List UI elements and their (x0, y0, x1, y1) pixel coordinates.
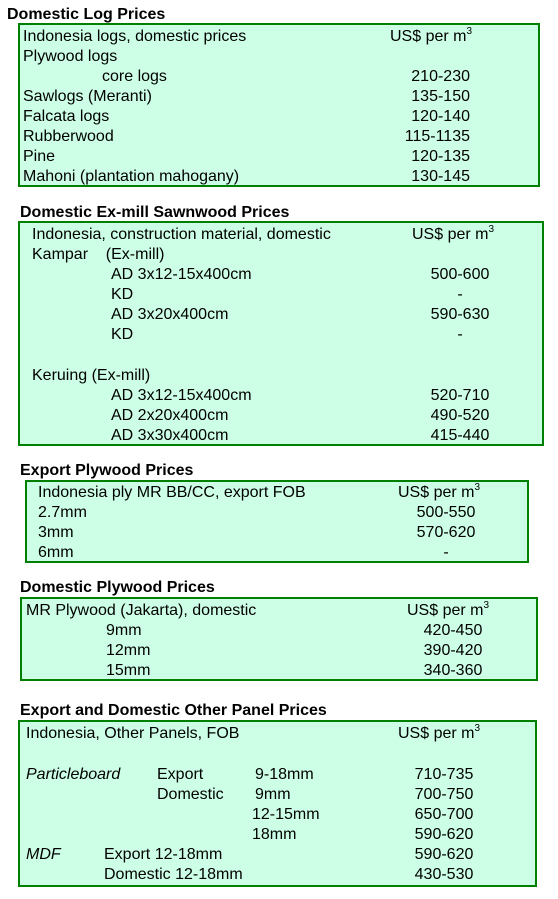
domestic-plywood-prices-table (20, 597, 538, 681)
row-value: 590-630 (430, 306, 490, 323)
row-value: 420-450 (423, 622, 483, 639)
row-value: 210-230 (411, 68, 470, 85)
row-label: Sawlogs (Meranti) (23, 88, 152, 105)
row-label: AD 3x12-15x400cm (111, 266, 252, 283)
row-value: 500-600 (430, 266, 490, 283)
row-value: 130-145 (411, 168, 470, 185)
table-header-label: Indonesia, Other Panels, FOB (26, 725, 240, 742)
row-size: 18mm (252, 826, 297, 843)
row-value: 590-620 (414, 846, 474, 863)
row-value: - (457, 326, 463, 343)
sawnwood-prices-table (18, 221, 544, 446)
row-value: 650-700 (414, 806, 474, 823)
row-value: 500-550 (416, 504, 476, 521)
row-value: 590-620 (414, 826, 474, 843)
row-value: 710-735 (414, 766, 474, 783)
row-label: KD (111, 326, 134, 343)
row-label: AD 3x30x400cm (111, 427, 229, 444)
section-title-domestic-plywood-prices: Domestic Plywood Prices (20, 579, 215, 596)
row-label: Pine (23, 148, 56, 165)
section-title-other-panel-prices: Export and Domestic Other Panel Prices (20, 702, 327, 719)
row-value: 490-520 (430, 407, 490, 424)
species-label-keruing: Keruing (Ex-mill) (32, 367, 151, 384)
row-value: 415-440 (430, 427, 490, 444)
row-label: Domestic 12-18mm (104, 866, 243, 883)
row-value: 115-1135 (404, 128, 470, 145)
row-value: - (443, 544, 449, 561)
market-label-export: Export (157, 766, 204, 783)
unit-header: US$ per $m^3$ (412, 224, 495, 243)
row-label: Mahoni (plantation mahogany) (23, 168, 240, 185)
row-value: 390-420 (423, 642, 483, 659)
unit-header: US$ per $m^3$ (407, 600, 490, 619)
row-value: 700-750 (414, 786, 474, 803)
row-label: AD 3x20x400cm (111, 306, 229, 323)
row-label: 2.7mm (38, 504, 87, 521)
row-value: 120-135 (411, 148, 470, 165)
row-label: Rubberwood (23, 128, 114, 145)
row-value: 520-710 (430, 387, 490, 404)
row-value: 570-620 (416, 524, 476, 541)
row-label: AD 2x20x400cm (111, 407, 229, 424)
row-value: 120-140 (411, 108, 470, 125)
row-label: Falcata logs (23, 108, 110, 125)
category-label: Plywood logs (23, 48, 118, 65)
row-label: KD (111, 286, 134, 303)
unit-header: US$ per $m^3$ (398, 482, 481, 501)
row-label: 3mm (38, 524, 74, 541)
row-label: 6mm (38, 544, 74, 561)
row-size: 9-18mm (255, 766, 314, 783)
market-label-domestic: Domestic (157, 786, 224, 803)
row-label: 9mm (106, 622, 142, 639)
table-header-label: Indonesia, construction material, domestic (32, 226, 331, 243)
row-label: 15mm (106, 662, 151, 679)
product-label-particleboard: Particleboard (26, 766, 121, 783)
product-label-mdf: MDF (26, 846, 61, 863)
section-title-export-plywood-prices: Export Plywood Prices (20, 462, 194, 479)
other-panel-prices-table (18, 720, 537, 887)
row-label: AD 3x12-15x400cm (111, 387, 252, 404)
section-title-domestic-log-prices: Domestic Log Prices (7, 6, 166, 23)
row-value: 430-530 (414, 866, 474, 883)
table-header-label: MR Plywood (Jakarta), domestic (26, 602, 257, 619)
row-value: - (457, 286, 463, 303)
table-header-label: Indonesia logs, domestic prices (23, 28, 247, 45)
species-label-kampar: Kampar (Ex-mill) (32, 246, 165, 263)
row-size: 12-15mm (252, 806, 320, 823)
domestic-log-prices-table (18, 23, 540, 187)
row-label: Export 12-18mm (104, 846, 223, 863)
section-title-sawnwood-prices: Domestic Ex-mill Sawnwood Prices (20, 204, 290, 221)
row-label: core logs (102, 68, 167, 85)
export-plywood-prices-table (25, 480, 529, 563)
row-value: 135-150 (411, 88, 470, 105)
unit-header: US$ per $m^3$ (390, 26, 473, 45)
row-size: 9mm (255, 786, 291, 803)
table-header-label: Indonesia ply MR BB/CC, export FOB (38, 484, 306, 501)
row-label: 12mm (106, 642, 151, 659)
row-value: 340-360 (423, 662, 483, 679)
unit-header: US$ per $m^3$ (398, 723, 481, 742)
